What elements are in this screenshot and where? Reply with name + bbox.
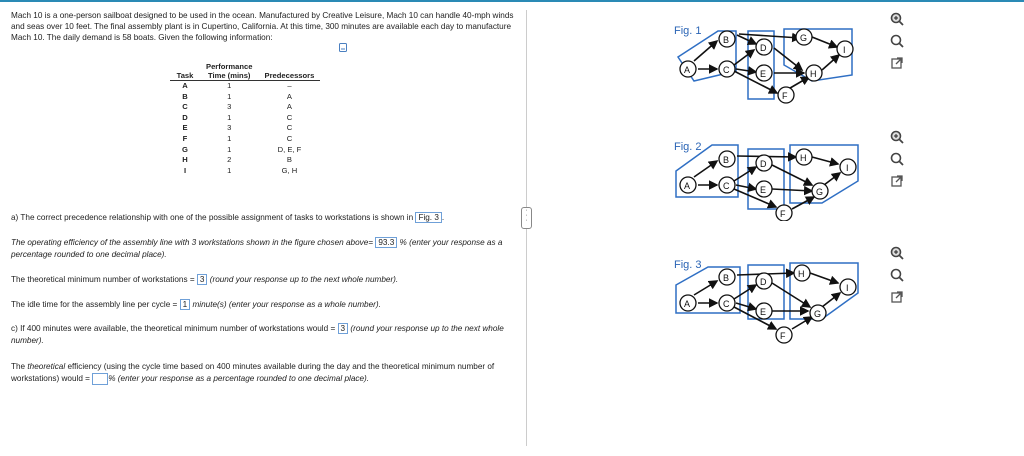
cell-pred: C <box>286 123 293 133</box>
col-header-time: Performance Time (mins) <box>200 58 258 81</box>
cell-pred: G, H <box>281 165 298 175</box>
cell-task: C <box>182 102 188 112</box>
teff-text-2: efficiency (using the cycle time based on 400 minutes available during the day and the theoretical minimum number of workstations) would = <box>11 362 495 384</box>
cell-time: 1 <box>227 81 232 90</box>
figure-1[interactable] <box>672 25 892 105</box>
svg-text:F: F <box>780 331 786 341</box>
cell-pred: – <box>287 81 292 90</box>
svg-text:D: D <box>760 159 767 169</box>
table-header-row <box>170 58 320 81</box>
node-a <box>680 61 696 77</box>
svg-text:C: C <box>723 299 730 309</box>
node-f <box>776 205 792 221</box>
svg-text:H: H <box>810 69 817 79</box>
svg-text:B: B <box>723 35 730 45</box>
min-workstations-answer[interactable]: 3 <box>197 274 208 285</box>
svg-text:A: A <box>684 299 691 309</box>
figure-2-label: Fig. 2 <box>674 141 702 153</box>
svg-text:H: H <box>798 269 805 279</box>
node-b <box>719 269 735 285</box>
nodes <box>680 265 856 343</box>
node-g <box>796 29 812 45</box>
svg-text:F: F <box>780 209 786 219</box>
cell-time: 1 <box>227 133 232 143</box>
figure-2-diagram <box>672 141 892 221</box>
teff-hint: % (enter your response as a percentage rounded to one decimal place). <box>108 374 370 384</box>
node-e <box>756 303 772 319</box>
zoom-in-icon[interactable] <box>888 244 906 262</box>
open-external-icon[interactable] <box>888 288 906 306</box>
svg-text:F: F <box>782 91 788 101</box>
svg-text:I: I <box>846 163 849 173</box>
table-row <box>170 134 320 145</box>
idle-time-hint: minute(s) (enter your response as a whole number). <box>192 300 381 309</box>
top-accent-bar <box>0 0 1024 2</box>
node-h <box>794 265 810 281</box>
node-d <box>756 273 772 289</box>
table-row <box>170 92 320 103</box>
node-c <box>719 295 735 311</box>
efficiency-answer[interactable]: 93.3 <box>375 237 397 248</box>
open-external-icon[interactable] <box>888 54 906 72</box>
svg-text:B: B <box>723 155 730 165</box>
question-a-end: . <box>441 213 445 222</box>
answer-a-figure[interactable]: Fig. 3 <box>415 212 441 223</box>
cell-task: F <box>182 133 188 143</box>
zoom-in-icon[interactable] <box>888 128 906 146</box>
cell-task: E <box>182 123 188 133</box>
node-d <box>756 39 772 55</box>
figure-3-label: Fig. 3 <box>674 259 702 271</box>
cell-time: 1 <box>227 112 232 122</box>
svg-text:A: A <box>684 181 691 191</box>
task-table <box>170 58 320 176</box>
question-efficiency <box>11 237 511 261</box>
panel-resize-handle[interactable]: · · · <box>521 207 532 229</box>
table-row <box>170 81 320 92</box>
svg-text:G: G <box>800 33 808 43</box>
cell-time: 3 <box>227 123 232 133</box>
node-f <box>776 327 792 343</box>
svg-text:B: B <box>723 273 730 283</box>
svg-text:G: G <box>816 187 824 197</box>
cell-pred: D, E, F <box>277 144 302 154</box>
cell-task: B <box>182 91 188 101</box>
idle-time-answer[interactable]: 1 <box>180 299 191 310</box>
efficiency-hint: % (enter your response as a percentage rounded to one decimal place). <box>11 238 503 259</box>
node-b <box>719 151 735 167</box>
figure-2[interactable] <box>672 141 892 221</box>
svg-text:E: E <box>760 307 767 317</box>
svg-text:I: I <box>846 283 849 293</box>
cell-task: G <box>182 144 188 154</box>
teff-text-1: The <box>11 362 26 371</box>
figure-3[interactable] <box>672 259 892 339</box>
node-c <box>719 61 735 77</box>
svg-text:G: G <box>814 309 822 319</box>
cell-time: 1 <box>227 91 232 101</box>
question-theoretical-efficiency <box>11 361 511 385</box>
theoretical-efficiency-input[interactable] <box>92 373 108 385</box>
zoom-out-icon[interactable] <box>888 266 906 284</box>
cell-task: A <box>182 81 188 90</box>
figure-1-diagram <box>672 25 892 105</box>
node-i <box>840 279 856 295</box>
efficiency-text: The operating efficiency of the assembly line with 3 workstations shown in the figure chosen above= <box>11 238 374 247</box>
node-g <box>810 305 826 321</box>
cell-task: I <box>183 165 187 175</box>
table-row <box>170 123 320 134</box>
node-d <box>756 155 772 171</box>
node-e <box>756 181 772 197</box>
idle-time-text: The idle time for the assembly line per cycle = <box>11 300 178 309</box>
question-a <box>11 212 444 224</box>
col-header-predecessors: Predecessors <box>258 58 320 81</box>
question-min-workstations <box>11 274 398 286</box>
svg-text:E: E <box>760 69 767 79</box>
node-b <box>719 31 735 47</box>
table-row <box>170 145 320 156</box>
node-h <box>806 65 822 81</box>
zoom-in-icon[interactable] <box>888 10 906 28</box>
table-row <box>170 113 320 124</box>
min-workstations-hint: (round your response up to the next whole number). <box>209 275 399 284</box>
cell-pred: A <box>286 102 292 112</box>
svg-text:E: E <box>760 185 767 195</box>
figure-1-label: Fig. 1 <box>674 25 702 37</box>
node-a <box>680 295 696 311</box>
node-g <box>812 183 828 199</box>
open-external-icon[interactable] <box>888 172 906 190</box>
cell-pred: C <box>286 112 293 122</box>
svg-text:D: D <box>760 277 767 287</box>
stations <box>676 145 858 209</box>
teff-em: theoretical <box>27 362 66 371</box>
question-a-text: a) The correct precedence relationship with one of the possible assignment of tasks to workstations is shown in <box>11 213 414 222</box>
node-c <box>719 177 735 193</box>
cell-task: H <box>182 155 188 165</box>
question-c-text: c) If 400 minutes were available, the theoretical minimum number of workstations would = <box>11 324 336 333</box>
cell-pred: C <box>286 133 293 143</box>
zoom-out-icon[interactable] <box>888 32 906 50</box>
problem-intro: Mach 10 is a one-person sailboat designed to be used in the ocean. Manufactured by Creative Leisure, Mach 10 can handle 40-mph winds and seas over 10 feet. The final assembly plant is in Cupertino, California. At this time, 300 minutes are available each day to manufacture Mach 10. The daily demand is 58 boats. Given the following information: <box>11 11 514 42</box>
table-row <box>170 166 320 177</box>
cell-task: D <box>182 112 188 122</box>
cell-time: 1 <box>227 165 232 175</box>
table-row <box>170 155 320 166</box>
copy-data-icon[interactable] <box>339 43 347 52</box>
cell-pred: A <box>286 91 292 101</box>
zoom-out-icon[interactable] <box>888 150 906 168</box>
svg-text:I: I <box>843 45 846 55</box>
table-row <box>170 102 320 113</box>
question-c <box>11 323 511 347</box>
svg-text:H: H <box>800 153 807 163</box>
cell-time: 2 <box>227 155 232 165</box>
svg-text:D: D <box>760 43 767 53</box>
node-i <box>840 159 856 175</box>
svg-text:A: A <box>684 65 691 75</box>
cell-time: 1 <box>227 144 232 154</box>
node-h <box>796 149 812 165</box>
question-c-answer[interactable]: 3 <box>338 323 349 334</box>
question-idle-time <box>11 299 381 311</box>
node-e <box>756 65 772 81</box>
col-header-task: Task <box>170 58 200 81</box>
node-a <box>680 177 696 193</box>
cell-time: 3 <box>227 102 232 112</box>
svg-text:C: C <box>723 181 730 191</box>
svg-text:C: C <box>723 65 730 75</box>
node-f <box>778 87 794 103</box>
question-c-hint: (round your response up to the next whole number). <box>11 324 504 345</box>
problem-panel <box>11 10 521 43</box>
figure-3-diagram <box>672 259 892 349</box>
cell-pred: B <box>286 155 292 165</box>
node-i <box>837 41 853 57</box>
min-workstations-text: The theoretical minimum number of workstations = <box>11 275 195 284</box>
